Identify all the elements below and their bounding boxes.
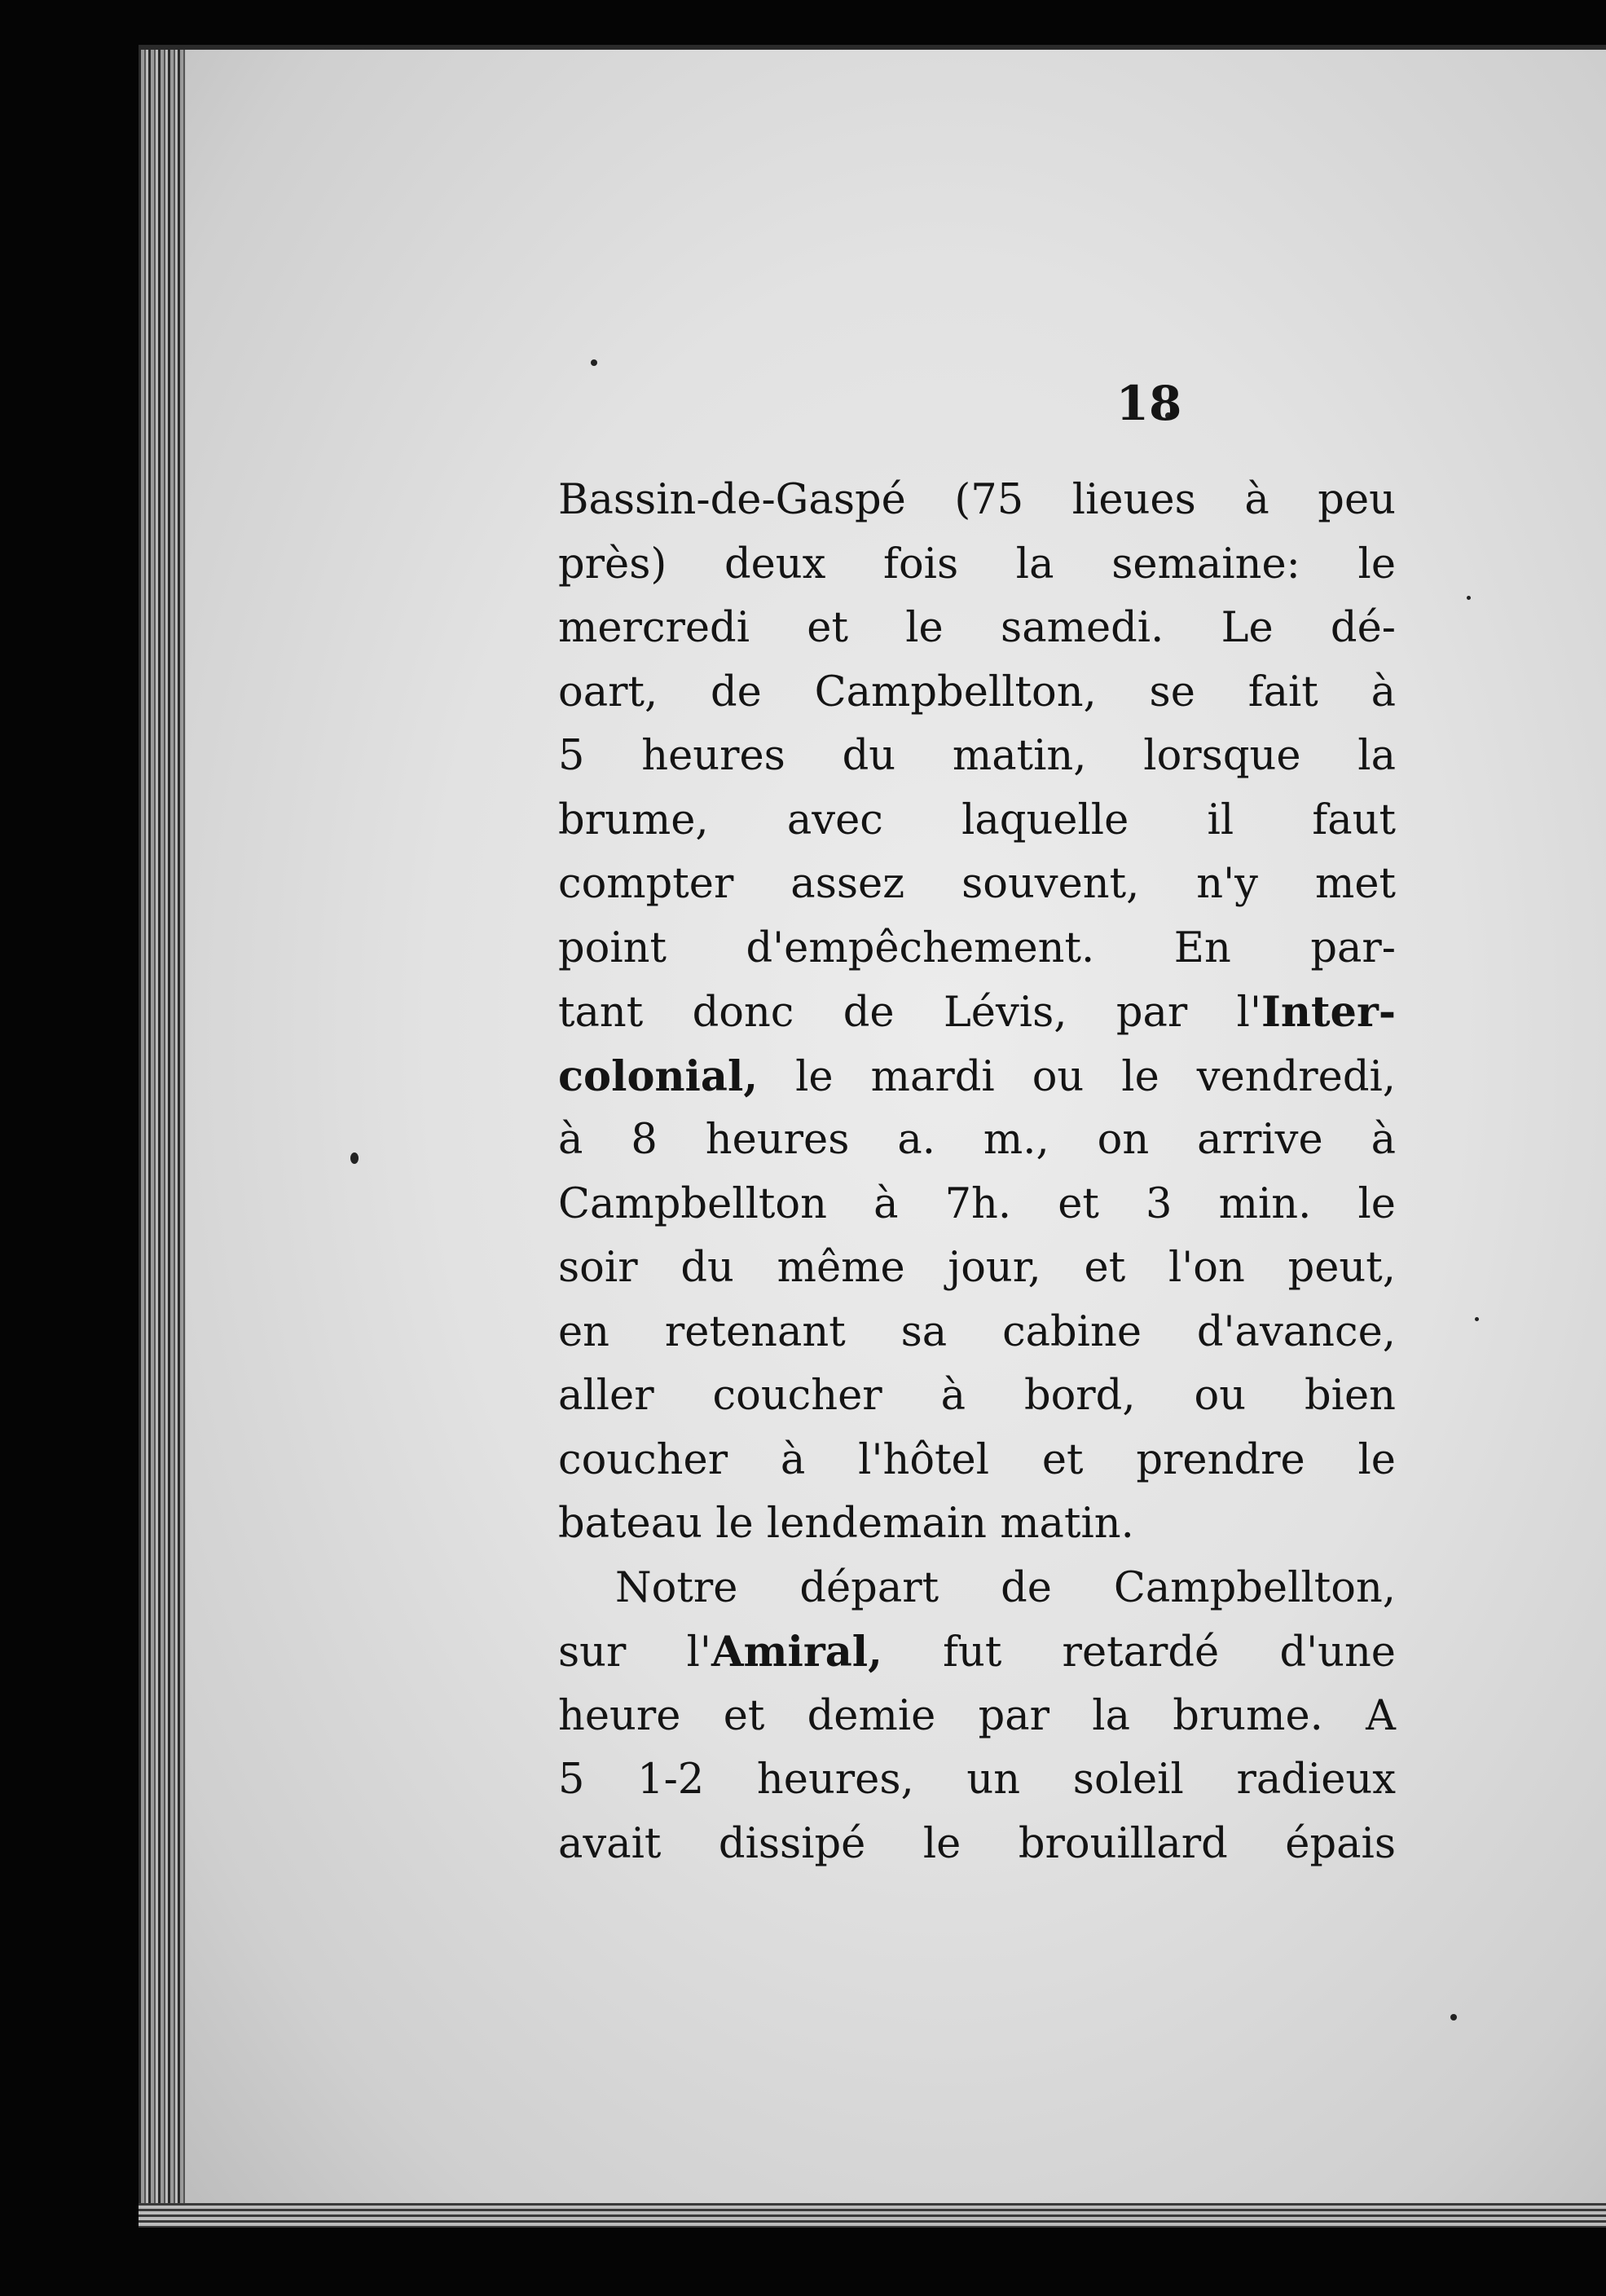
page-edges-bottom [139, 2203, 1606, 2228]
page-number: 18 [1115, 376, 1182, 431]
text-line: Bassin-de-Gaspé (75 lieues à peu [558, 476, 1396, 524]
ink-speck [1450, 2014, 1457, 2021]
ink-speck [350, 1152, 359, 1164]
page-edges-left [139, 50, 186, 2228]
text-line: à 8 heures a. m., on arrive à [558, 1116, 1396, 1164]
text-line: coucher à l'hôtel et prendre le [558, 1435, 1396, 1484]
ink-speck [1467, 596, 1471, 600]
text-line: point d'empêchement. En par- [558, 923, 1396, 972]
text-line: colonial, le mardi ou le vendredi, [558, 1051, 1396, 1101]
ink-speck [1475, 1317, 1479, 1321]
bold-word: colonial, [558, 1051, 759, 1101]
text-line: en retenant sa cabine d'avance, [558, 1307, 1396, 1356]
text-line: bateau le lendemain matin. [558, 1500, 1134, 1548]
text-line: près) deux fois la semaine: le [558, 540, 1396, 588]
text-line: soir du même jour, et l'on peut, [558, 1244, 1396, 1292]
ink-speck [591, 359, 597, 366]
body-text [558, 469, 1396, 1876]
text-line: brume, avec laquelle il faut [558, 795, 1396, 844]
bold-word: Inter- [1261, 988, 1396, 1037]
text-line: aller coucher à bord, ou bien [558, 1372, 1396, 1420]
text-line: avait dissipé le brouillard épais [558, 1819, 1396, 1868]
text-line: mercredi et le samedi. Le dé- [558, 604, 1396, 652]
text-line: Notre départ de Campbellton, [615, 1563, 1396, 1612]
text-line: heure et demie par la brume. A [558, 1691, 1396, 1740]
text-line: compter assez souvent, n'y met [558, 860, 1396, 908]
bold-word: Amiral, [711, 1628, 882, 1677]
text-line: Campbellton à 7h. et 3 min. le [558, 1179, 1396, 1228]
text-line: sur l'Amiral, fut retardé d'une [558, 1628, 1396, 1677]
text-line: tant donc de Lévis, par l'Inter- [558, 988, 1396, 1037]
text-line: 5 heures du matin, lorsque la [558, 732, 1396, 780]
text-line: 5 1-2 heures, un soleil radieux [558, 1756, 1396, 1804]
text-line: oart, de Campbellton, se fait à [558, 668, 1396, 716]
